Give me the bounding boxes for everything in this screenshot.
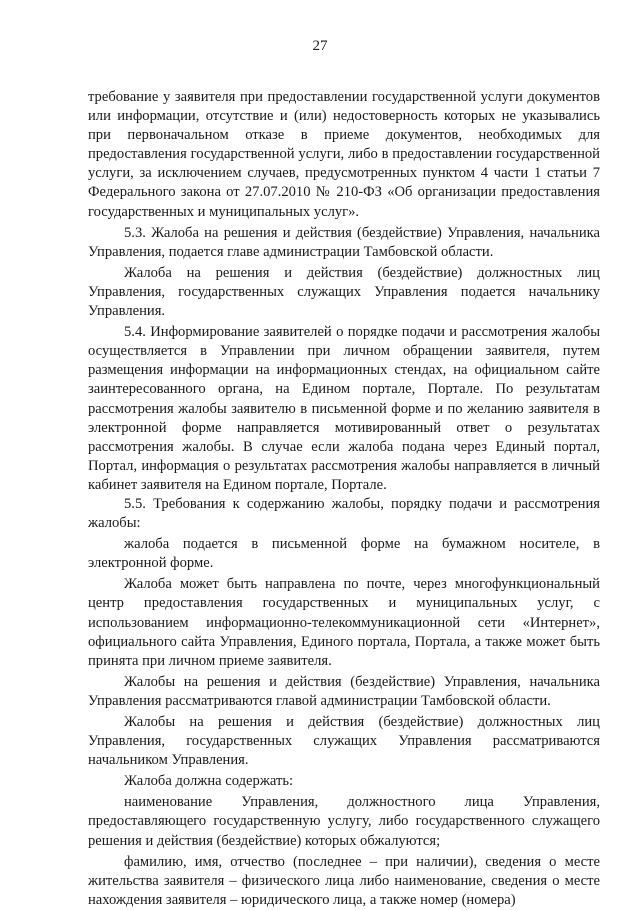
paragraph-written-form: жалоба подается в письменной форме на бумажном носителе, в электронной форме. <box>88 536 600 572</box>
paragraph-review-chief: Жалобы на решения и действия (бездействие) должностных лиц Управления, государственных служащих Управления рассматриваются начальником Управления. <box>88 714 600 769</box>
paragraph-item-name: наименование Управления, должностного лица Управления, предоставляющего государственную услугу, либо государственного служащего решения и действия (бездействие) которых обжалуются; <box>88 794 600 849</box>
document-body <box>88 88 600 910</box>
paragraph-review-head: Жалобы на решения и действия (бездействие) Управления, начальника Управления рассматриваются главой администрации Тамбовской области. <box>88 673 600 709</box>
paragraph-5-5: 5.5. Требования к содержанию жалобы, порядку подачи и рассмотрения жалобы: <box>88 495 600 532</box>
paragraph-complaint-officials: Жалоба на решения и действия (бездействие) должностных лиц Управления, государственных служащих Управления подается начальнику Управления. <box>88 264 600 320</box>
paragraph-continuation: требование у заявителя при предоставлении государственной услуги документов или информации, отсутствие и (или) недостоверность которых не указывались при первоначальном отказе в приеме документов, необходимых для предоставления государственной услуги, либо в предоставлении государственной услуги, за исключением случаев, предусмотренных пунктом 4 части 1 статьи 7 Федерального закона от 27.07.2010 № 210-ФЗ «Об организации предоставления государственных и муниципальных услуг». <box>88 89 600 220</box>
paragraph-must-contain: Жалоба должна содержать: <box>124 773 294 790</box>
paragraph-item-applicant: фамилию, имя, отчество (последнее – при наличии), сведения о месте жительства заявителя – физического лица либо наименование, сведения о месте нахождения заявителя – юридического лица, а также номер (номера) <box>88 853 600 908</box>
paragraph-5-3: 5.3. Жалоба на решения и действия (бездействие) Управления, начальника Управления, подается главе администрации Тамбовской области. <box>88 224 600 260</box>
paragraph-submission-channels: Жалоба может быть направлена по почте, через многофункциональный центр предоставления государственных и муниципальных услуг, с использованием информационно-телекоммуникационной сети «Интернет», официального сайта Управления, Единого портала, Портала, а также может быть принята при личном приеме заявителя. <box>88 576 600 669</box>
page-number: 27 <box>312 38 328 54</box>
paragraph-5-4: 5.4. Информирование заявителей о порядке подачи и рассмотрения жалобы осуществляется в Управлении при личном обращении заявителя, путем размещения информации на информационных стендах, на официальном сайте заинтересованного органа, на Едином портале, Портале. По результатам рассмотрения жалобы заявителю в письменной форме и по желанию заявителя в электронной форме направляется мотивированный ответ о результатах рассмотрения жалобы. В случае если жалоба подана через Единый портал, Портал, информация о результатах рассмотрения жалобы направляется в личный кабинет заявителя на Едином портале, Портале. <box>88 324 600 493</box>
